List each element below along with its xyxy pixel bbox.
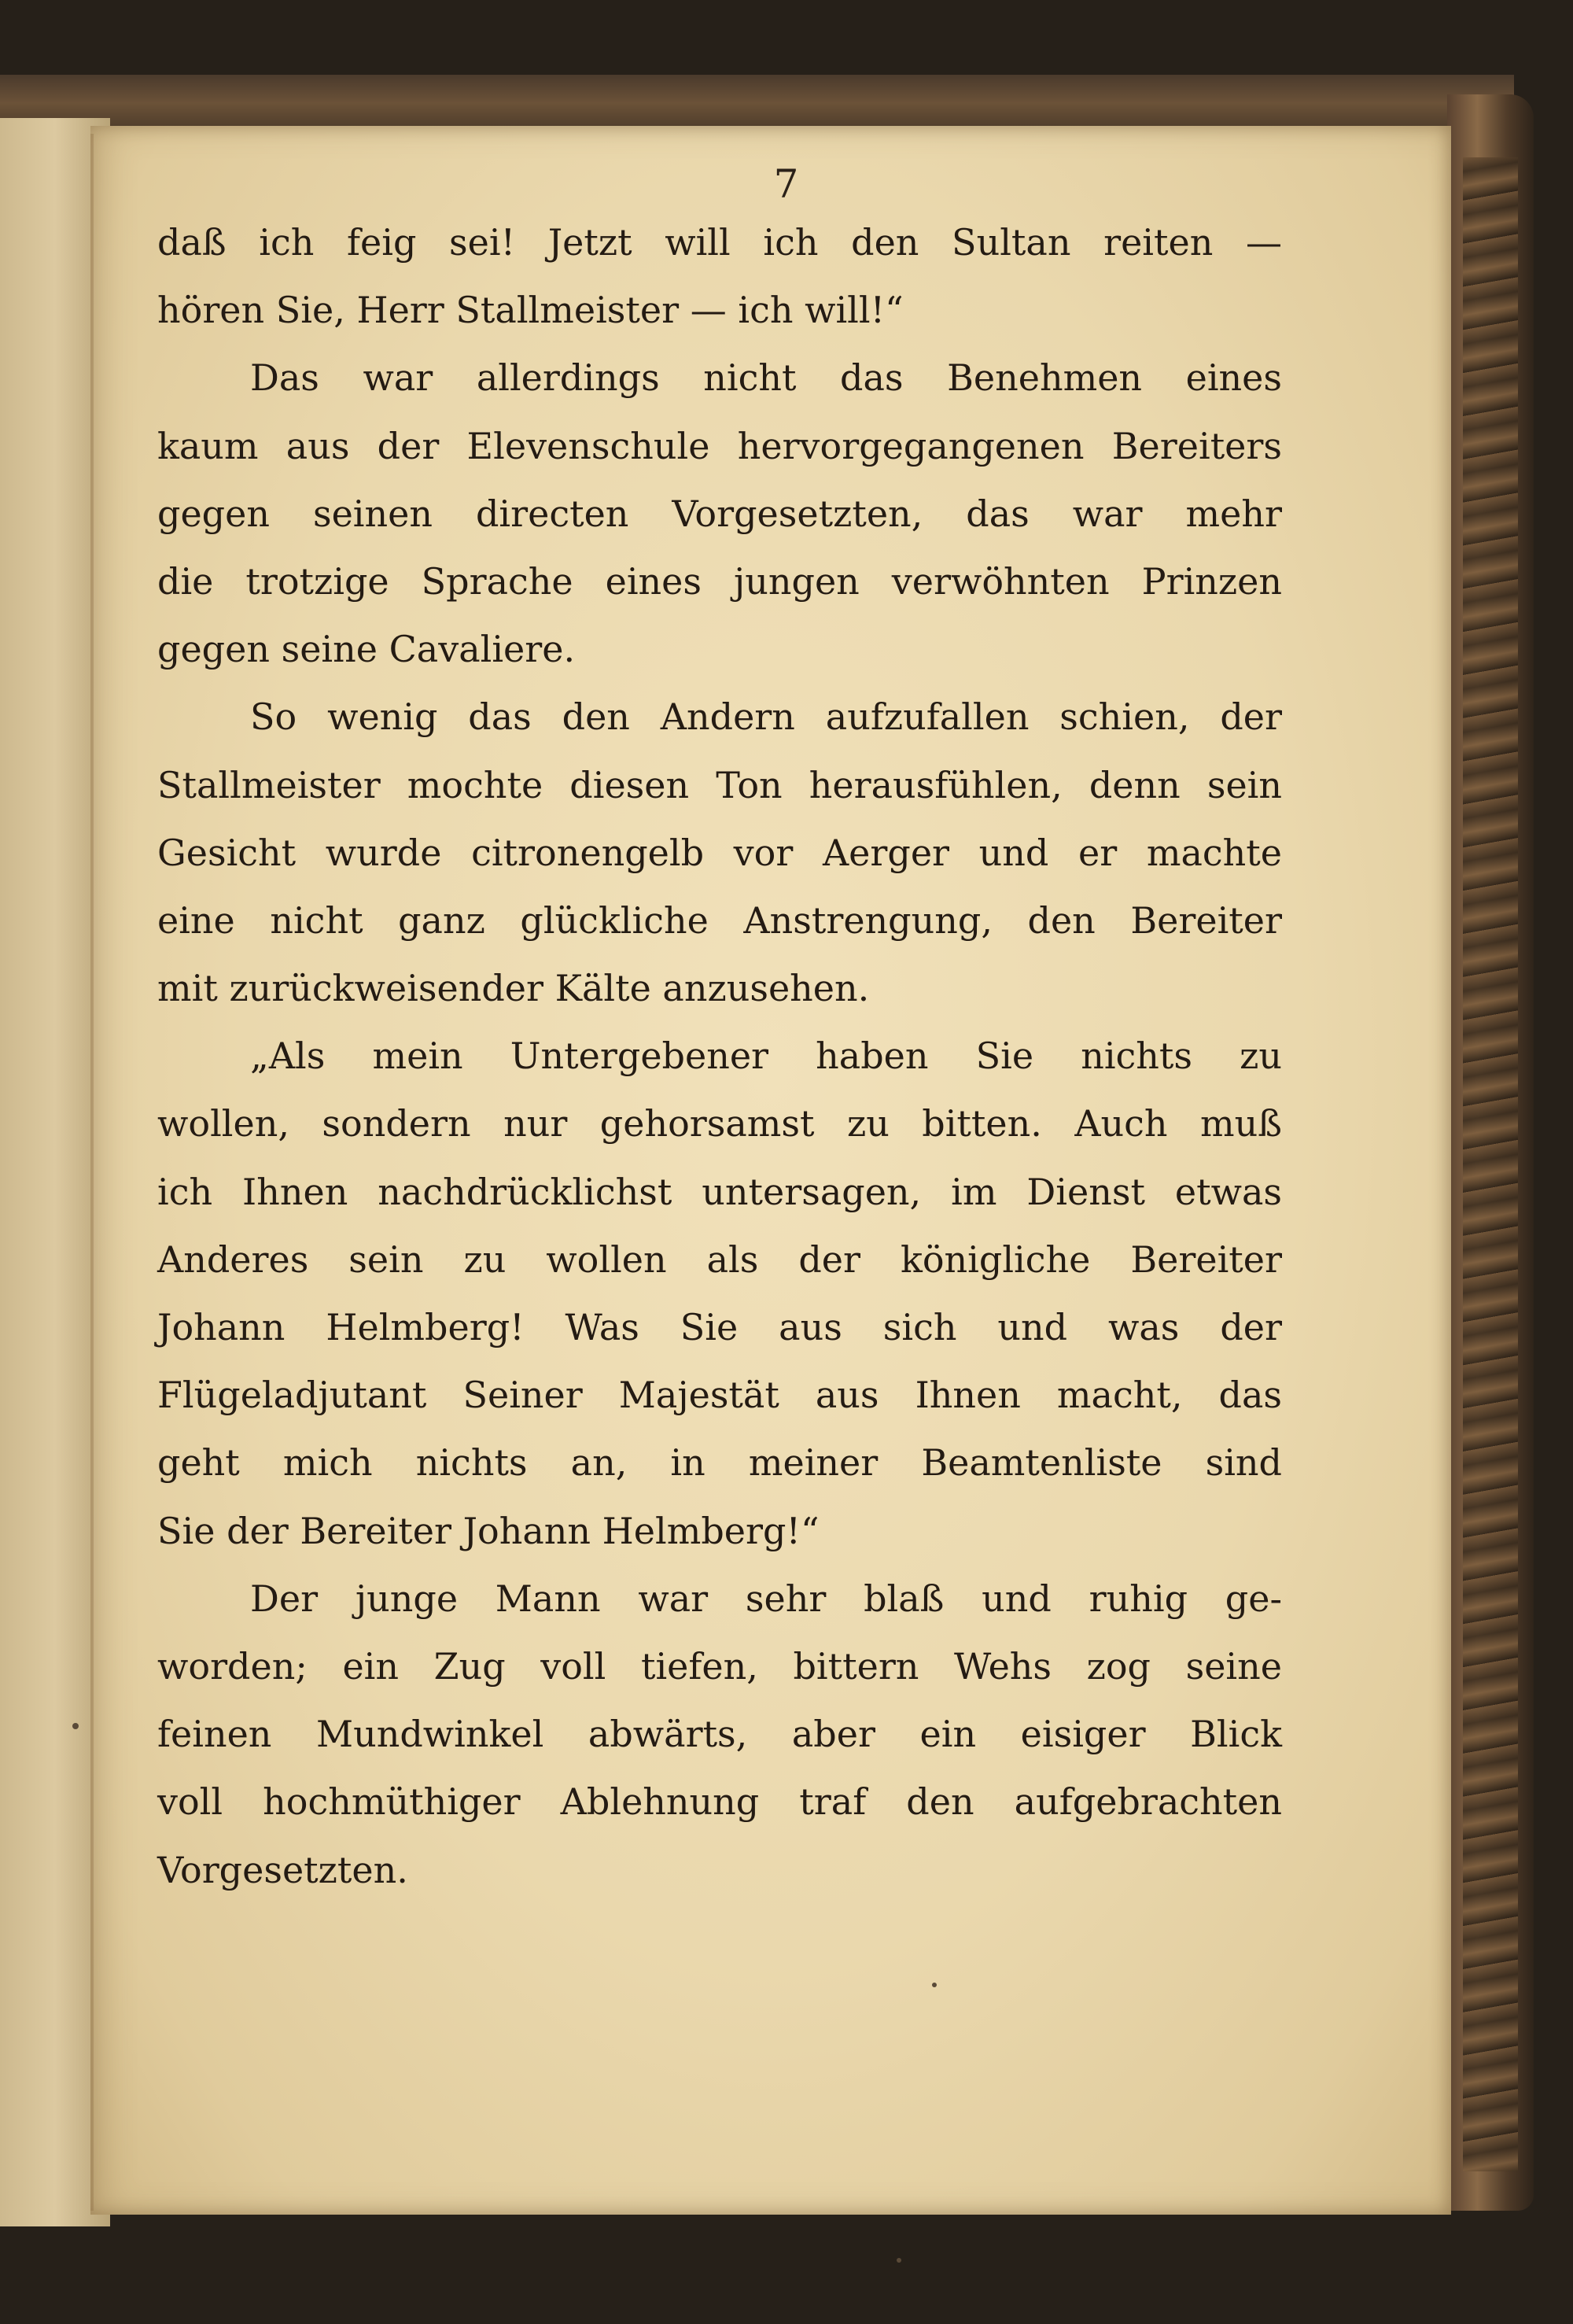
text-line: mit zurückweisender Kälte anzusehen. xyxy=(157,967,870,1010)
text-line: So wenig das den Andern aufzufallen schien, der xyxy=(250,695,1282,739)
paper-speck xyxy=(72,1723,79,1729)
text-line: gegen seinen directen Vorgesetzten, das war mehr xyxy=(157,492,1282,535)
text-line: Flügeladjutant Seiner Majestät aus Ihnen macht, das xyxy=(157,1374,1282,1417)
text-line: gegen seine Cavaliere. xyxy=(157,628,576,671)
text-line: Anderes sein zu wollen als der königliche Bereiter xyxy=(157,1238,1282,1281)
marbled-cover-pattern xyxy=(1463,157,1518,2171)
body-text xyxy=(157,208,1282,1904)
text-line: Vorgesetzten. xyxy=(157,1848,408,1891)
text-line: daß ich feig sei! Jetzt will ich den Sultan reiten — xyxy=(157,221,1282,264)
text-line: „Als mein Untergebener haben Sie nichts zu xyxy=(250,1035,1282,1078)
paper-speck xyxy=(897,2258,901,2263)
text-line: Sie der Bereiter Johann Helmberg!“ xyxy=(157,1509,820,1552)
text-line: Der junge Mann war sehr blaß und ruhig ge- xyxy=(250,1577,1282,1620)
text-line: geht mich nichts an, in meiner Beamtenliste sind xyxy=(157,1441,1282,1485)
text-line: Das war allerdings nicht das Benehmen eines xyxy=(250,356,1282,400)
text-line: worden; ein Zug voll tiefen, bittern Wehs zog seine xyxy=(157,1644,1282,1688)
text-line: Stallmeister mochte diesen Ton herausfühlen, denn sein xyxy=(157,763,1282,806)
paper-speck xyxy=(932,1983,937,1987)
text-line: ich Ihnen nachdrücklichst untersagen, im Dienst etwas xyxy=(157,1170,1282,1213)
text-line: die trotzige Sprache eines jungen verwöhnten Prinzen xyxy=(157,559,1282,603)
text-line: kaum aus der Elevenschule hervorgegangenen Bereiters xyxy=(157,424,1282,467)
page-gutter xyxy=(90,134,94,2211)
text-line: voll hochmüthiger Ablehnung traf den aufgebrachten xyxy=(157,1780,1282,1824)
text-line: Gesicht wurde citronengelb vor Aerger und er machte xyxy=(157,831,1282,874)
text-line: wollen, sondern nur gehorsamst zu bitten. Auch muß xyxy=(157,1102,1282,1145)
text-line: hören Sie, Herr Stallmeister — ich will!“ xyxy=(157,289,904,332)
text-line: Johann Helmberg! Was Sie aus sich und was der xyxy=(157,1306,1282,1348)
text-line: feinen Mundwinkel abwärts, aber ein eisiger Blick xyxy=(157,1713,1282,1756)
text-line: eine nicht ganz glückliche Anstrengung, den Bereiter xyxy=(157,898,1282,942)
page-number: 7 xyxy=(773,161,800,207)
